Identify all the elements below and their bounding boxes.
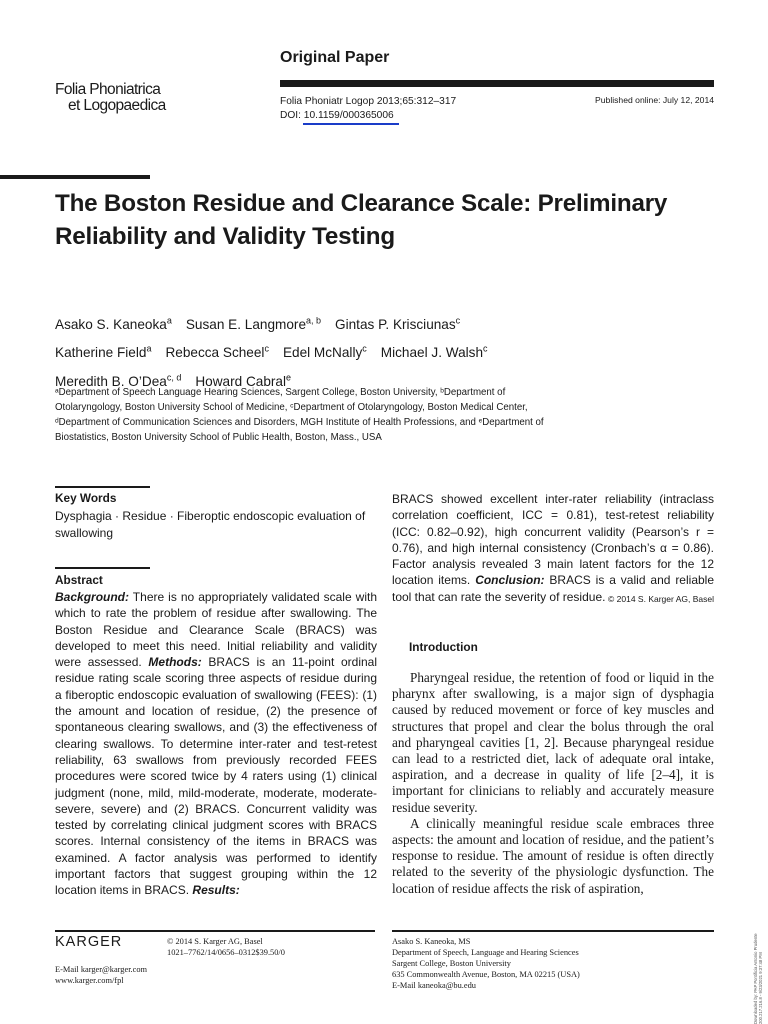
conclusion-text: BRACS is a valid and reliable tool that can rate the severity of residue. (392, 573, 715, 604)
correspondence-line: 635 Commonwealth Avenue, Boston, MA 02215 (USA) (392, 970, 580, 979)
abstract-continued (392, 491, 714, 607)
footer-rule-left (55, 930, 375, 932)
affiliations (55, 385, 635, 445)
correspondence (392, 936, 580, 991)
intro-paragraph: Pharyngeal residue, the retention of food or liquid in the pharynx after swallowing, is a major sign of dysphagia caused by reduced movement or force of key muscles and structures that propel and clear the bolus through the oral and pharyngeal cavities [1, 2]. Because pharyngeal residue can lead to a restricted diet, lack of adequate oral intake, aspiration, and a decrease in quality of life [2–4], it is important for clinicians to reliably and accurately measure residue severity. (392, 670, 714, 815)
footer-copyright-line: © 2014 S. Karger AG, Basel (167, 937, 263, 946)
article-title: The Boston Residue and Clearance Scale: Preliminary Reliability and Validity Testing (55, 190, 668, 250)
background-text: There is no appropriately validated scale with which to rate the problem of residue after swallowing. The Boston Residue and Clearance Scale (BRACS) was developed to meet this need. Initial reliability and validity were assessed. (55, 590, 377, 670)
author-affiliation-mark: e (286, 372, 292, 383)
author-name: Asako S. Kaneoka$^a$ (55, 315, 172, 332)
publisher-email[interactable]: E-Mail karger@karger.com (55, 965, 148, 974)
author-name: Katherine Field$^a$ (55, 343, 152, 361)
keywords-rule (55, 486, 150, 488)
introduction-heading: Introduction (409, 640, 478, 654)
header-rule (280, 80, 714, 87)
abstract-heading: Abstract (55, 573, 103, 587)
doi-underline (303, 123, 399, 125)
footer-contact (55, 964, 147, 986)
author-line (55, 308, 715, 337)
methods-text: BRACS is an 11-point ordinal residue rating scale scoring three aspects of residue during a fiberoptic endoscopic evaluation of swallowing (FEES): (1) the amount and location of residue, (2) the presence of spontaneous clearing swallows, and (3) the effectiveness of clearing swallows. To determine inter-rater and test-retest reliability, 63 swallows from previously recorded FEES procedures were scored twice by 4 raters using (1) clinical judgment (none, mild, mild-moderate, moderate, moderate-severe, severe) and (2) BRACS. Concurrent validity was tested by correlating clinical judgment scores with BRACS scores. Internal consistency of the items in BRACS was examined. A factor analysis was performed to identify important factors that suggest grouping within the 12 location items in BRACS. (55, 655, 378, 898)
keywords-text: Dysphagia · Residue · Fiberoptic endoscopic evaluation of swallowing (55, 509, 366, 540)
affiliation-line: ᵈDepartment of Communication Sciences and Disorders, MGH Institute of Health Professions, and ᵉDepartment of (55, 417, 544, 428)
footer-rule-right (392, 930, 714, 932)
publisher-logo: KARGER (55, 934, 123, 950)
correspondence-line: Sargent College, Boston University (392, 959, 511, 968)
doi-link[interactable]: 10.1159/000365006 (303, 110, 394, 121)
author-name: Gintas P. Krisciunas$^c$ (335, 315, 461, 332)
publisher-website[interactable]: www.karger.com/fpl (55, 976, 124, 985)
intro-paragraph: A clinically meaningful residue scale embraces three aspects: the amount and location of residue, and the patient’s response to residue. The amount of residue is often directly related to the severity of the physiologic dysfunction. The location of residue affects the risk of aspiration, (392, 815, 714, 896)
correspondence-email[interactable]: E-Mail kaneoka@bu.edu (392, 981, 476, 990)
author-affiliation-mark: a (166, 315, 172, 325)
published-date: Published online: July 12, 2014 (595, 95, 714, 105)
author-affiliation-mark: c (483, 343, 488, 354)
author-affiliation-mark: a, b (306, 315, 322, 325)
author-affiliation-mark: c, d (166, 372, 182, 383)
affiliation-line: Biostatistics, Boston University School of Public Health, Boston, Mass., USA (55, 432, 382, 443)
methods-label: Methods: (148, 655, 202, 670)
author-affiliation-mark: c (362, 343, 367, 354)
results-label: Results: (192, 883, 240, 898)
author-name: Howard Cabral$^e$ (195, 372, 292, 389)
author-name: Susan E. Langmore$^{a, b}$ (185, 315, 322, 332)
title-rule (0, 175, 150, 179)
journal-name-line2: et Logopaedica (68, 97, 166, 114)
affiliation-line: ᵃDepartment of Speech Language Hearing Sciences, Sargent College, Boston University, ᵇDepartment of (55, 387, 506, 398)
abstract-body (55, 589, 377, 899)
author-line (55, 337, 715, 366)
results-text: BRACS showed excellent inter-rater reliability (intraclass correlation coefficient, ICC = 0.81), test-retest reliability (ICC: 0.82–0.92), high concurrent validity (Pearson’s r = 0.76), and high internal consistency (Cronbach’s α = 0.86). Factor analysis revealed 3 main latent factors for the 12 location items. (392, 492, 714, 588)
introduction-body (392, 670, 714, 897)
author-affiliation-mark: c (264, 343, 269, 354)
author-affiliation-mark: a (146, 343, 152, 354)
author-affiliation-mark: c (455, 315, 461, 325)
download-note: Downloaded by: PAP Pontificia Antonio Prudente 200.217.216.8 - 9/23/2021 9:37:48 PM (753, 933, 763, 1024)
author-name: Meredith B. O’Dea$^{c, d}$ (55, 372, 182, 389)
citation-block (280, 95, 456, 123)
abstract-copyright: © 2014 S. Karger AG, Basel (608, 593, 714, 604)
correspondence-line: Asako S. Kaneoka, MS (392, 937, 471, 946)
footer-copyright (167, 936, 285, 958)
conclusion-label: Conclusion: (475, 573, 545, 588)
doi-label: DOI: (280, 110, 304, 121)
author-name: Edel McNally$^c$ (282, 343, 367, 361)
footer-copyright-line: 1021–7762/14/0656–0312$39.50/0 (167, 948, 285, 957)
journal-logo (55, 82, 166, 114)
background-label: Background: (55, 590, 130, 604)
correspondence-line: Department of Speech, Language and Hearing Sciences (392, 948, 579, 957)
citation: Folia Phoniatr Logop 2013;65:312–317 (280, 96, 457, 107)
journal-name-line1: Folia Phoniatrica (55, 81, 161, 98)
abstract-rule (55, 567, 150, 569)
section-label: Original Paper (280, 49, 390, 66)
doi-line (280, 109, 456, 123)
author-name: Michael J. Walsh$^c$ (380, 343, 488, 361)
author-name: Rebecca Scheel$^c$ (165, 343, 269, 361)
affiliation-line: Otolaryngology, Boston University School of Medicine, ᶜDepartment of Otolaryngology, Boston Medical Center, (55, 402, 528, 413)
author-list (55, 308, 715, 394)
keywords-heading: Key Words (55, 491, 117, 505)
